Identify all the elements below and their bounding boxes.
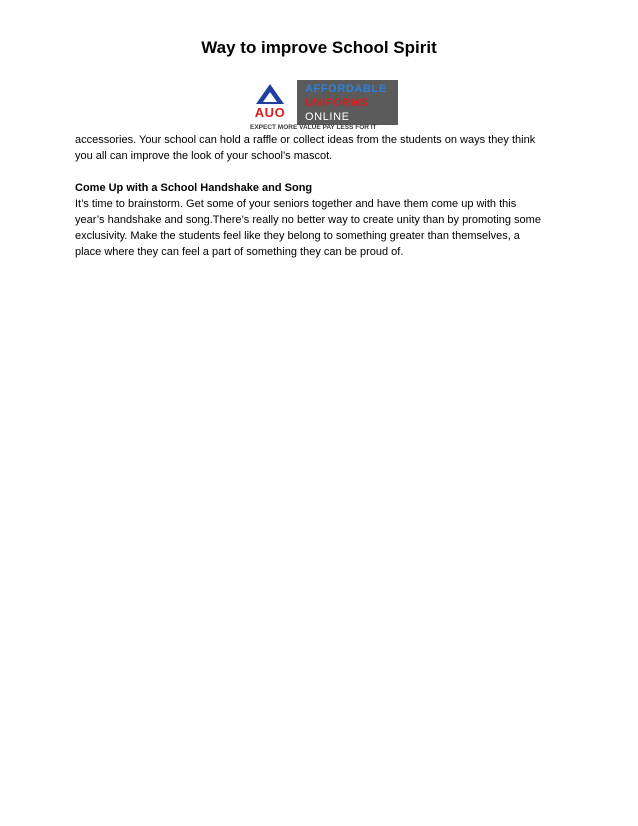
page-title: Way to improve School Spirit [201,38,437,57]
logo-emblem [242,80,298,125]
logo-abbreviation: AUO [254,105,286,120]
triangle-icon [255,83,285,105]
paragraph-accessories [75,132,575,164]
logo-line-online: ONLINE [305,111,350,123]
paragraph-handshake [75,196,575,260]
text-line: exclusivity. Make the students feel like they belong to something greater than themselves, a [75,230,520,242]
text-line: place where they can feel a part of something they can be proud of. [75,246,404,258]
text-line: It’s time to brainstorm. Get some of your seniors together and have them come up with this [75,198,517,210]
text-line: accessories. Your school can hold a raffle or collect ideas from the students on ways they think [75,134,536,146]
logo-line-affordable: AFFORDABLE [305,83,387,95]
section-heading: Come Up with a School Handshake and Song [75,182,313,194]
logo-line-uniforms: UNIFORMS [305,97,369,109]
text-line: year’s handshake and song.There’s really no better way to create unity than by promoting some [75,214,541,226]
company-logo [242,80,398,133]
text-line: you all can improve the look of your school’s mascot. [75,150,333,162]
logo-wordmark-panel [297,80,398,125]
logo-tagline: EXPECT MORE VALUE PAY LESS FOR IT [250,124,377,131]
